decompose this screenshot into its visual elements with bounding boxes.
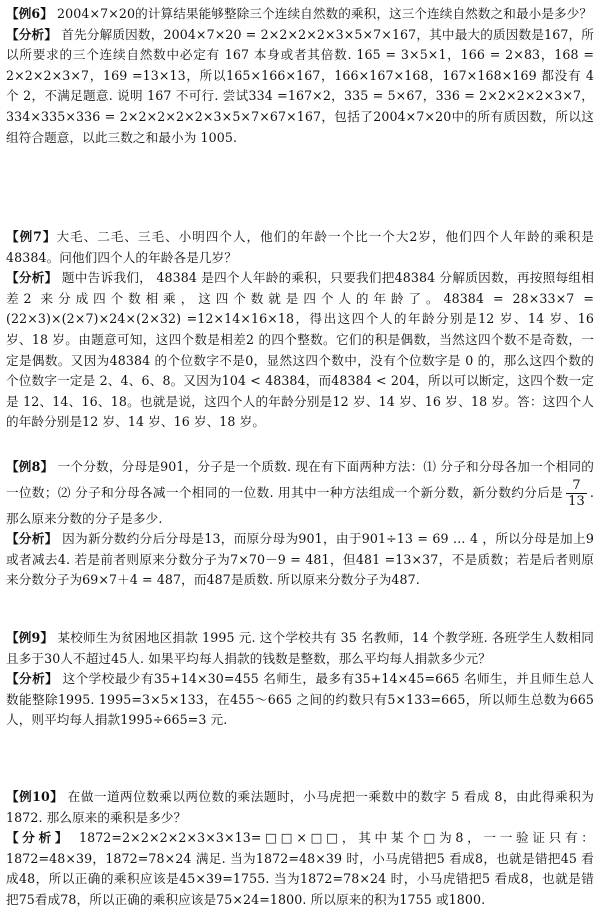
example-10-analysis-tag: 【分析】 <box>6 830 72 846</box>
example-8-question-text-2: . 那么原来分数的分子是多少. <box>6 484 594 526</box>
example-10-analysis <box>6 828 594 910</box>
example-7 <box>6 227 594 433</box>
example-8-question <box>6 457 594 529</box>
fraction-numerator: 7 <box>572 477 581 493</box>
example-9-question <box>6 628 594 669</box>
fraction-denominator: 13 <box>568 493 585 509</box>
example-8-analysis-text: 因为新分数约分后分母是13，而原分母为901，由于901÷13 = 69 … 4 ，所以分母是加上9 或者减去4. 若是前者则原来分数分子为7×70－9 = 481，但481 =13×37，不是质数；若是后者则原来分数分子为69×7＋4 = 487，而487是质数. 所以原来分数分子为487. <box>6 531 594 588</box>
example-10-question <box>6 787 594 828</box>
example-9 <box>6 628 594 731</box>
example-7-analysis-text: 题中告诉我们， 48384 是四个人年龄的乘积，只要我们把48384 分解质因数，再按照每组相差2 来分成四个数相乘，这四个数就是四个人的年龄了。48384 = 28×33×7 = (22×3)×(2×7)×24×(2×32) =12×14×16×18，得出这四个人的年龄分别是12 岁、14 岁、16 岁、18 岁。由题意可知，这四个数是相差2 的四个整数。它们的积是偶数，当然这四个数不是奇数，一定是偶数。又因为48384 的个位数字不是0，显然这四个数中，没有个位数字是 0 的，那么这四个数的个位数字一定是 2、4、6、8。又因为104 < 48384，而48384 < 204，所以可以断定，这四个数一定是 12、14、16、18。也就是说，这四个人的年龄分别是12 岁、14 岁、16 岁、18 岁。答：这四个人的年龄分别是12 岁、14 岁、16 岁、18 岁。 <box>6 270 594 430</box>
example-9-analysis-tag: 【分析】 <box>6 671 59 687</box>
example-7-question <box>6 227 594 268</box>
example-9-analysis <box>6 669 594 731</box>
example-9-tag: 【例9】 <box>6 630 54 645</box>
example-6-question <box>6 4 594 25</box>
example-7-analysis-tag: 【分析】 <box>6 270 58 286</box>
example-9-analysis-text: 这个学校最少有35+14×30=455 名师生，最多有35+14×45=665 名师生，并且师生总人数能整除1995. 1995=3×5×133，在455～665 之间的约数只有5×133=665，所以师生总数为665 人，则平均每人捐款1995÷665=3 元. <box>6 671 594 728</box>
example-6 <box>6 4 594 148</box>
example-7-analysis <box>6 268 594 433</box>
example-8-analysis <box>6 529 594 591</box>
example-10-question-text: 在做一道两位数乘以两位数的乘法题时，小马虎把一乘数中的数字 5 看成 8，由此得乘积为1872. 那么原来的乘积是多少？ <box>6 789 595 825</box>
example-8-tag: 【例8】 <box>6 459 54 474</box>
example-10 <box>6 787 594 911</box>
example-7-tag: 【例7】 <box>6 229 57 244</box>
example-6-analysis <box>6 25 594 149</box>
example-6-tag: 【例6】 <box>6 6 53 21</box>
example-7-question-text: 大毛、二毛、三毛、小明四个人，他们的年龄一个比一个大2岁，他们四个人年龄的乘积是48384。问他们四个人的年龄各是几岁？ <box>6 229 594 265</box>
example-10-tag: 【例10】 <box>6 789 64 804</box>
example-8 <box>6 457 594 591</box>
example-10-analysis-text: 1872=2×2×2×2×3×3×13=□□×□□，其中某个□为8，一一验证只有：1872=48×39，1872=78×24 满足. 当为1872=48×39 时，小马虎错把5 看成8，也就是错把45 看成48，所以正确的乘积应该是45×39=1755. 当为1872=78×24 时，小马虎错把5 看成8，也就是错把75看成78，所以正确的乘积应该是75×24=1800. 所以原来的积为1755 或1800. <box>6 830 594 907</box>
example-6-analysis-text: 首先分解质因数，2004×7×20 = 2×2×2×2×3×5×7×167，其中最大的质因数是167，所以所要求的三个连续自然数中必定有 167 本身或者其倍数. 165 = 3×5×1，166 = 2×83，168 = 2×2×2×3×7，169 =13×13，所以165×166×167，166×167×168，167×168×169 都没有 4个 2，不满足题意. 说明 167 不可行. 尝试334 =167×2，335 = 5×67，336 = 2×2×2×2×3×7，334×335×336 = 2×2×2×2×2×3×5×7×67×167，包括了2004×7×20中的所有质因数，所以这组符合题意，以此三数之和最小为 1005. <box>6 26 594 145</box>
example-6-analysis-tag: 【分析】 <box>6 26 58 42</box>
example-9-question-text: 某校师生为贫困地区捐款 1995 元. 这个学校共有 35 名教师，14 个教学班. 各班学生人数相同且多于30人不超过45人. 如果平均每人捐款的钱数是整数，那么平均每人捐款多少元？ <box>6 630 594 666</box>
example-8-analysis-tag: 【分析】 <box>6 531 58 547</box>
fraction-7-13 <box>566 478 587 509</box>
example-8-question-text-1: 一个分数，分母是901，分子是一个质数. 现在有下面两种方法：⑴ 分子和分母各加一个相同的一位数；⑵ 分子和分母各减一个相同的一位数. 用其中一种方法组成一个新分数，新分数约分后是 <box>6 459 594 500</box>
example-6-question-text: 2004×7×20的计算结果能够整除三个连续自然数的乘积，这三个连续自然数之和最小是多少？ <box>52 6 593 21</box>
